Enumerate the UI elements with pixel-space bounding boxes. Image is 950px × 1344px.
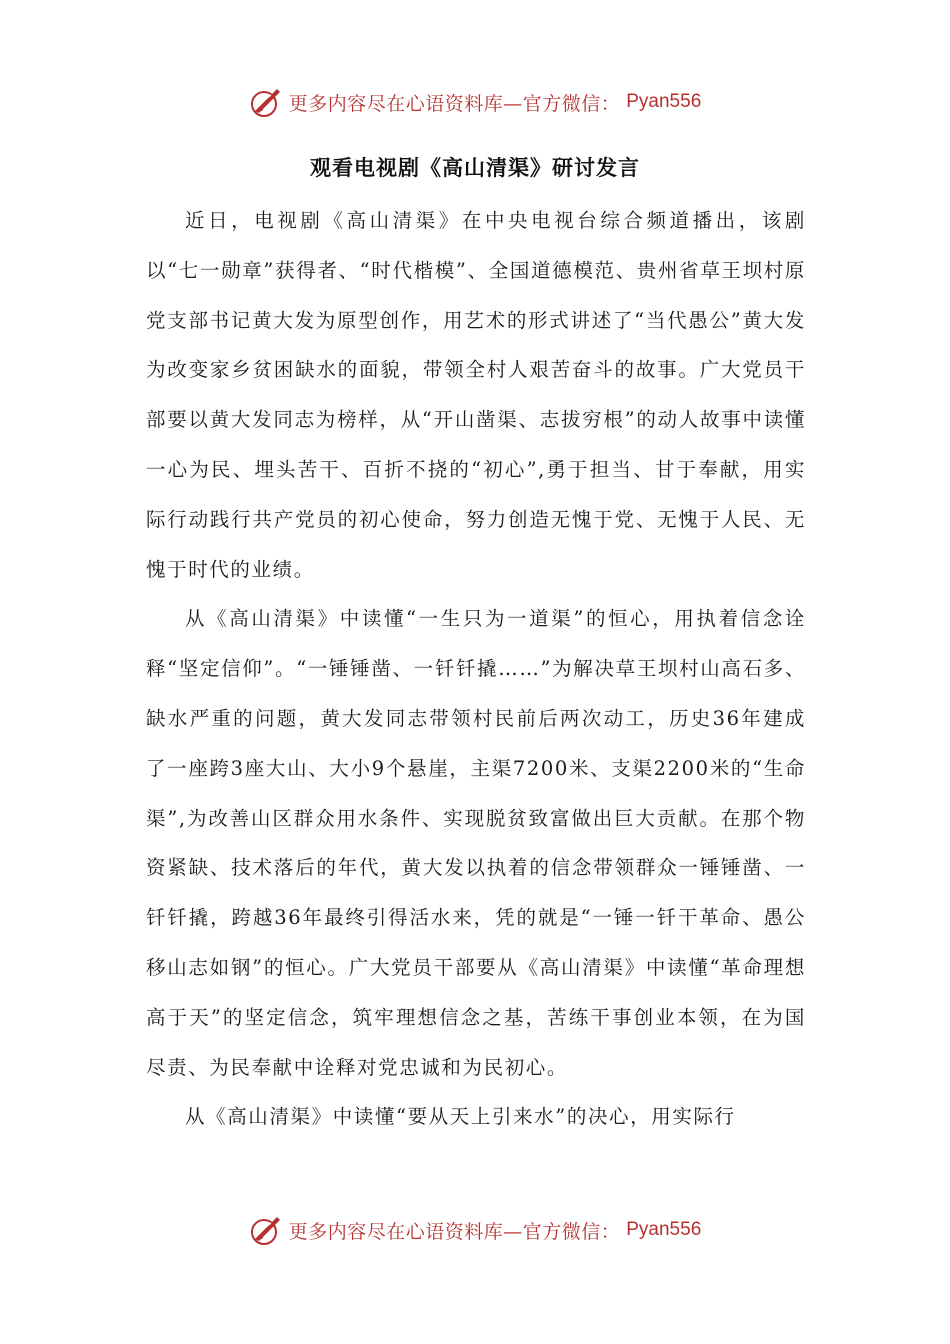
footer-watermark — [0, 1208, 950, 1252]
paragraph-3: 从《高山清渠》中读懂“要从天上引来水”的决心，用实际行 — [185, 1105, 736, 1129]
header-watermark — [0, 80, 950, 124]
document-title: 观看电视剧《高山清渠》研讨发言 — [310, 155, 640, 180]
paragraph-1: 近日，电视剧《高山清渠》在中央电视台综合频道播出，该剧以“七一勋章”获得者、“时代楷模”、全国道德模范、贵州省草王坝村原党支部书记黄大发为原型创作，用艺术的形式讲述了“当代愚公”黄大发为改变家乡贫困缺水的面貌，带领全村人艰苦奋斗的故事。广大党员干部要以黄大发同志为榜样，从“开山凿渠、志拔穷根”的动人故事中读懂一心为民、埋头苦干、百折不挠的“初心”,勇于担当、甘于奉献，用实际行动践行共产党员的初心使命，努力创造无愧于党、无愧于人民、无愧于时代的业绩。 — [146, 209, 806, 581]
document-body — [146, 196, 806, 1142]
watermark-text: 更多内容尽在心语资料库—官方微信： — [288, 1220, 621, 1243]
watermark-contact: Pyan556 — [626, 1219, 702, 1240]
quill-logo-icon — [249, 1213, 283, 1247]
paragraph-2: 从《高山清渠》中读懂“一生只为一道渠”的恒心，用执着信念诠释“坚定信仰”。“一锤锤凿、一钎钎撬……”为解决草王坝村山高石多、缺水严重的问题，黄大发同志带领村民前后两次动工，历史36年建成了一座跨3座大山、大小9个悬崖，主渠7200米、支渠2200米的“生命渠”,为改善山区群众用水条件、实现脱贫致富做出巨大贡献。在那个物资紧缺、技术落后的年代，黄大发以执着的信念带领群众一锤锤凿、一钎钎撬，跨越36年最终引得活水来，凭的就是“一锤一钎干革命、愚公移山志如钢”的恒心。广大党员干部要从《高山清渠》中读懂“革命理想高于天”的坚定信念，筑牢理想信念之基，苦练干事创业本领，在为国尽责、为民奉献中诠释对党忠诚和为民初心。 — [146, 607, 806, 1079]
watermark-text: 更多内容尽在心语资料库—官方微信： — [288, 92, 621, 115]
quill-logo-icon — [249, 85, 283, 119]
watermark-contact: Pyan556 — [626, 91, 702, 112]
